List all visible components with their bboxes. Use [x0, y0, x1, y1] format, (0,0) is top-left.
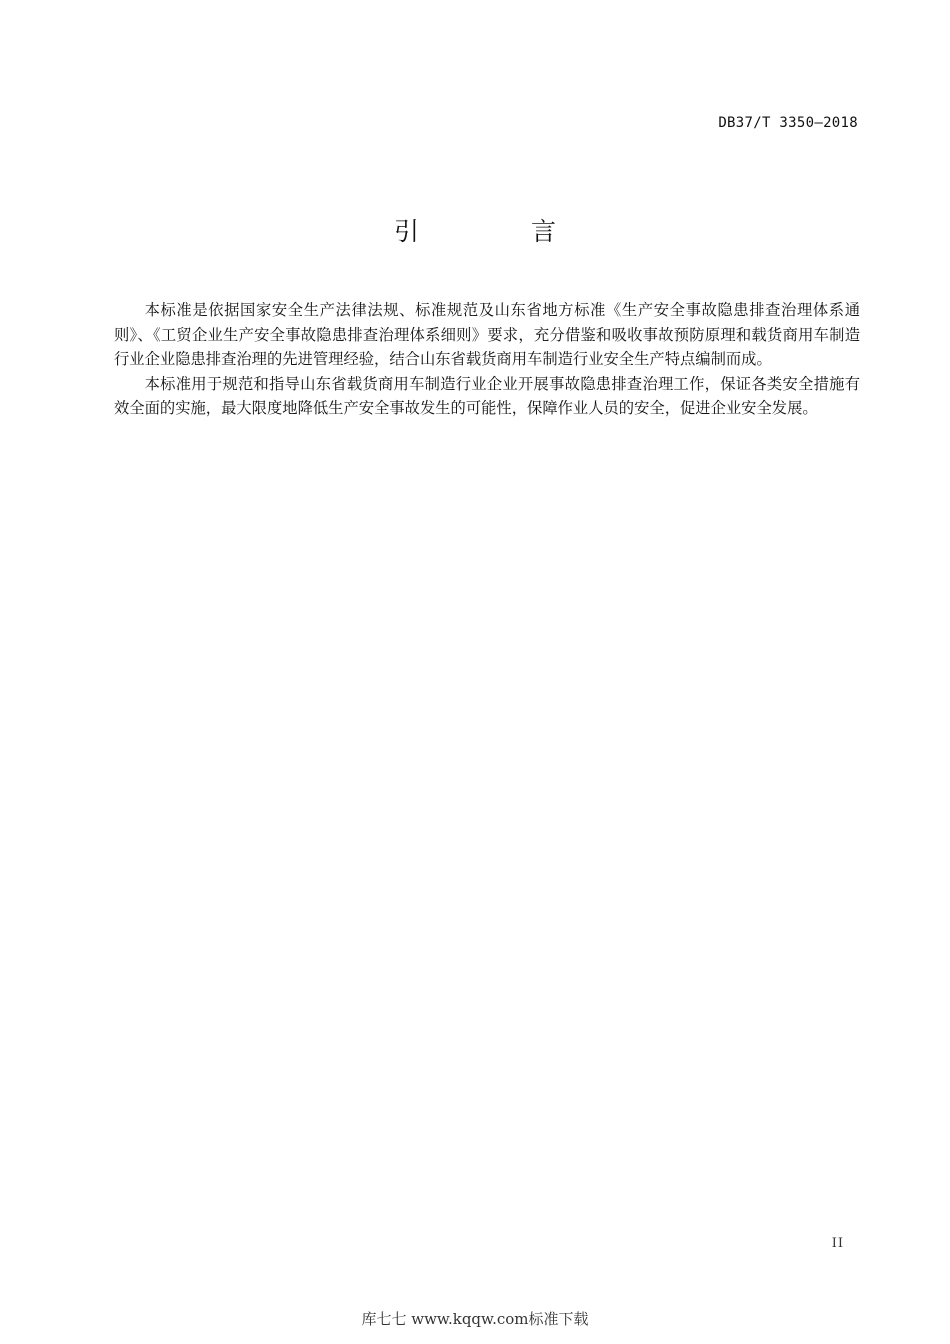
watermark-text: 库七七 www.kqqw.com标准下载: [361, 1310, 589, 1328]
section-title: 引 言: [394, 217, 608, 246]
page-number: II: [831, 1236, 844, 1251]
paragraph: 本标准是依据国家安全生产法律法规、标准规范及山东省地方标准《生产安全事故隐患排查治理体系通则》、《工贸企业生产安全事故隐患排查治理体系细则》要求，充分借鉴和吸收事故预防原理和载货商用车制造行业企业隐患排查治理的先进管理经验，结合山东省载货商用车制造行业安全生产特点编制而成。: [114, 301, 860, 368]
paragraph: 本标准用于规范和指导山东省载货商用车制造行业企业开展事故隐患排查治理工作，保证各类安全措施有效全面的实施，最大限度地降低生产安全事故发生的可能性，保障作业人员的安全，促进企业安全发展。: [114, 374, 860, 417]
document-code: DB37/T 3350—2018: [718, 115, 858, 131]
body-text: [114, 298, 860, 421]
